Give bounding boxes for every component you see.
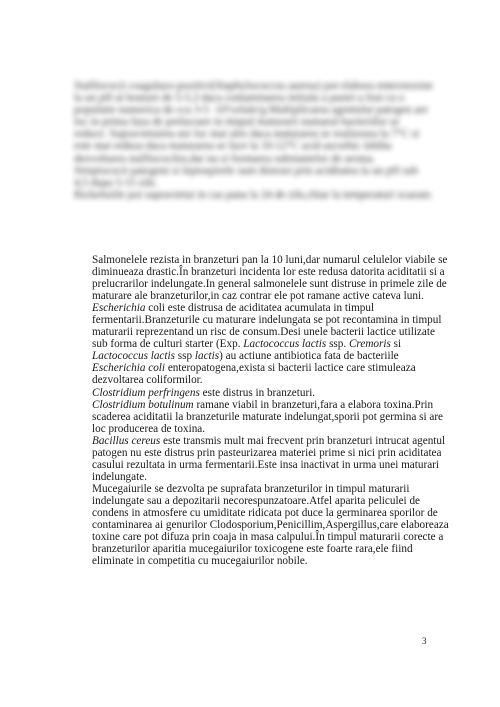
paragraph-bacillus xyxy=(92,435,452,483)
species-name: Escherichia xyxy=(92,302,146,315)
paragraph-text: coli este distrusa de aciditatea acumulata in timpul fermentarii.Branzeturile cu maturare indelungata se pot recontamina in timpul maturarii reprezentand un risc de consum.Desi unele bacterii lactice utilizate sub forma de culturi starter (Exp. xyxy=(92,302,442,351)
species-name: Cremoris xyxy=(348,338,391,351)
species-name: Bacillus cereus xyxy=(92,434,161,447)
blurred-paragraph: Stafilococii coagulazo-pozitivi(Staphylococcus aureus) pot elabora enterotoxine la un pH al branzei de 5-5,3 daca contaminarea initiala a pastei a fost cu o populatie numerica de cca 3-5 ·10⁶celule/g.Multiplicarea agentului patogen are loc in prima faza de prelucrare in timpul maturarii numarul bacteriilor se reduce. Supravietuirea are loc mai ales daca maturarea se realizeaza la 7°C si este mai redusa daca maturarea se face la 10-12°C acid ascorbic inhiba dezvoltarea stafilococilor,dar nu si formarea substantelor de aroma. Streptococii patogeni si leptospirele sunt distrusi prin aciditatea la un pH sub 4,5 dupa 5-15 zile. Rickettsiile pot supravietui in cas pana la 24 de zile,chiar la temperaturi scazute. xyxy=(74,80,434,201)
paragraph-text: ) au actiune antibiotica fata de bacteriile xyxy=(219,350,399,363)
document-body xyxy=(92,254,452,567)
species-name: Clostridium perfringens xyxy=(92,386,200,399)
paragraph-text: este distrus in branzeturi. xyxy=(199,386,316,399)
species-name: Escherichia coli xyxy=(92,362,166,375)
paragraph-ecoli xyxy=(92,302,452,362)
paragraph-botulinum xyxy=(92,399,452,435)
species-name: Lactococcus lactis xyxy=(92,350,175,363)
page-number: 3 xyxy=(422,636,427,646)
paragraph-perfringens xyxy=(92,387,452,399)
paragraph-mucegaiuri: Mucegaiurile se dezvolta pe suprafata branzeturilor in timpul maturarii indelungate sau a depozitarii necorespunzatoare.Atfel aparita peliculei de condens in atmosfere cu umiditate ridicata pot duce la germinarea sporilor de contaminarea ai genurilor Clodosporium,Penicillim,Aspergillus,care elaboreaza toxine care pot difuza prin coaja in masa calpului.În timpul maturarii corecte a branzeturilor aparitia mucegaiurilor toxicogene este foarte rara,ele fiind eliminate in competitia cu mucegaiurilor nobile. xyxy=(92,482,449,568)
species-name: lactis xyxy=(194,350,220,363)
paragraph-text: enteropatogena,exista si bacterii lactice care stimuleaza dezvoltarea coliformilor. xyxy=(92,362,416,387)
paragraph-text: ramane viabil in branzeturi,fara a elabora toxina.Prin scaderea aciditatii la branzeturile maturate indelungat,sporii pot germina si are loc producerea de toxina. xyxy=(92,398,444,435)
paragraph-text: ssp xyxy=(174,350,195,363)
species-name: Lactococcus lactis xyxy=(243,338,327,351)
paragraph-text: este transmis mult mai frecvent prin branzeturi intrucat agentul patogen nu este distrus prin pasteurizarea materiei prime si nici prin aciditatea casului rezultata in urma fermentarii.Este insa inactivat in urma unei maturari indelungate. xyxy=(92,434,446,483)
paragraph-salmonella: Salmonelele rezista in branzeturi pan la 10 luni,dar numarul celulelor viabile se diminueaza drastic.În branzeturi incidenta lor este redusa datorita aciditatii si a prelucrarilor indelungate.In general salmonelele sunt distruse in primele zile de maturare ale branzeturilor,in caz contrar ele pot ramane active cateva luni. xyxy=(92,254,448,303)
paragraph-text: ssp. xyxy=(326,338,349,351)
paragraph-text: si xyxy=(390,338,402,351)
species-name: Clostridium botulinum xyxy=(92,398,194,411)
paragraph-ecoli-pathogen xyxy=(92,362,452,386)
